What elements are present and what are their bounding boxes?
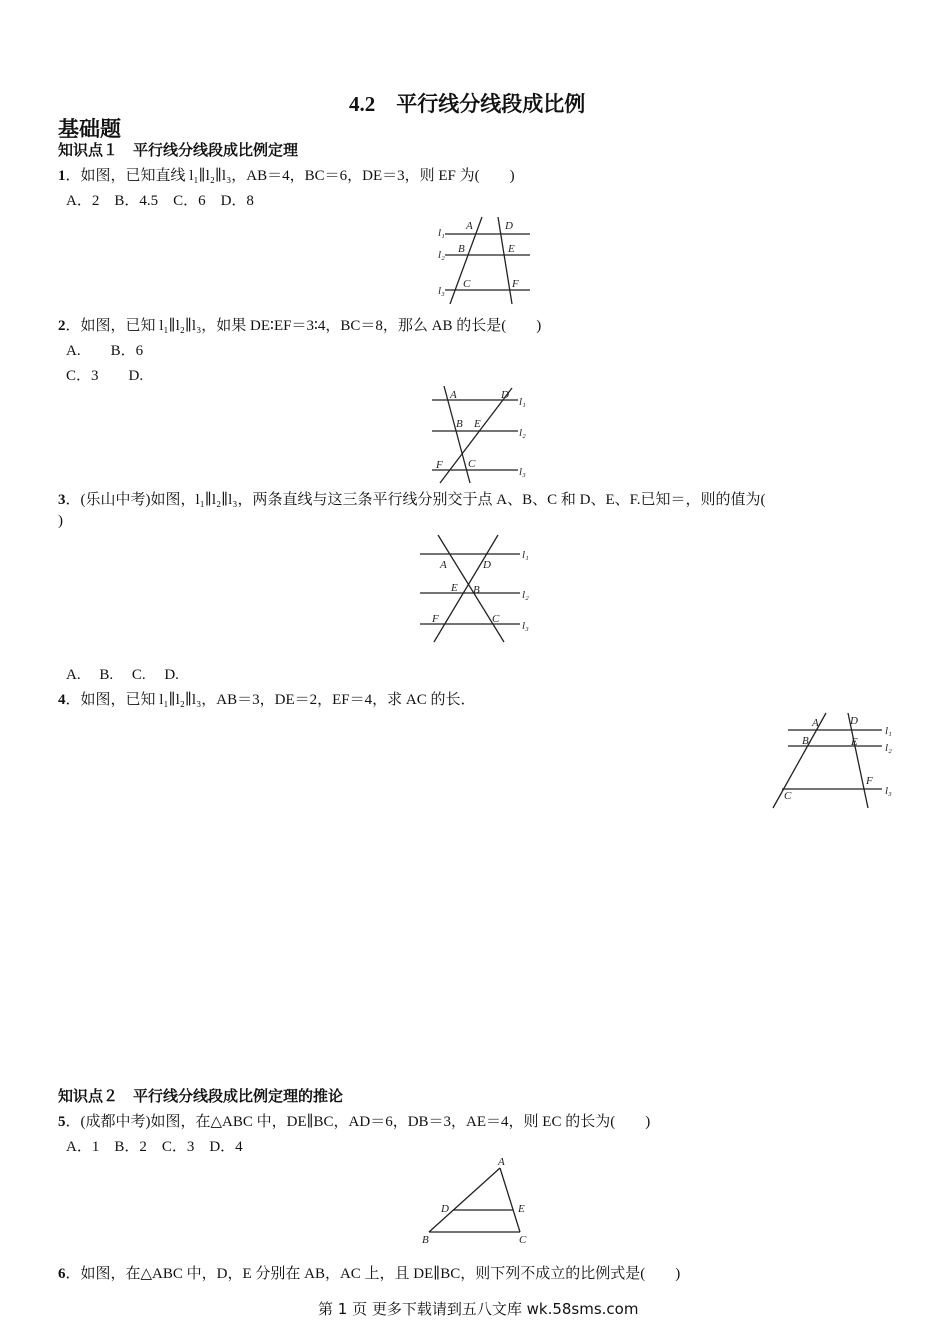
label-c: C [492, 613, 500, 625]
knowledge-point-1: 知识点１ 平行线分线段成比例定理 [58, 141, 299, 159]
question-text: ．如图，在△ABC 中，D，E 分别在 AB，AC 上，且 DE∥BC，则下列不成立的比例式是( ) [65, 1266, 681, 1282]
label-b: B [802, 735, 809, 747]
page-footer: 第 1 页 更多下载请到五八文库 wk.58sms.com [318, 1300, 639, 1318]
knowledge-point-2: 知识点２ 平行线分线段成比例定理的推论 [58, 1087, 344, 1105]
transversal-def [848, 713, 868, 808]
side-ac [500, 1168, 520, 1232]
question-1 [58, 164, 515, 185]
label-c: C [519, 1234, 527, 1246]
side-ab [429, 1168, 500, 1232]
label-c: C [784, 790, 792, 802]
figure-q2 [422, 383, 532, 485]
label-f: F [436, 459, 443, 471]
question-number: 1 [58, 168, 66, 184]
label-f: F [866, 775, 873, 787]
question-2-options-a: A. B．6 [66, 343, 144, 359]
question-number: 2 [58, 318, 66, 334]
question-2-options-b: C．3 D. [66, 368, 144, 384]
label-b: B [422, 1234, 429, 1246]
question-3 [58, 488, 766, 509]
label-f: F [512, 278, 519, 290]
label-a: A [440, 559, 447, 571]
question-3-continued: ) [58, 513, 63, 529]
label-e: E [518, 1203, 525, 1215]
page-title: 4.2 平行线分线段成比例 [349, 92, 586, 116]
label-d: D [505, 220, 513, 232]
label-e: E [474, 418, 481, 430]
figure-q5 [420, 1150, 540, 1246]
label-l3: l₃ [522, 620, 529, 632]
label-e: E [451, 582, 458, 594]
label-l2: l₂ [519, 427, 526, 439]
label-d: D [441, 1203, 449, 1215]
section-heading: 基础题 [58, 117, 121, 141]
label-l3: l₃ [519, 466, 526, 478]
label-a: A [450, 389, 457, 401]
label-c: C [463, 278, 471, 290]
question-text: ．如图，已知 l₁∥l₂∥l₃，AB＝3，DE＝2，EF＝4，求 AC 的长． [65, 692, 476, 708]
label-d: D [501, 389, 509, 401]
question-number: 6 [58, 1266, 66, 1282]
transversal-def [434, 535, 498, 642]
figure-q1 [430, 212, 540, 304]
label-a: A [812, 717, 819, 729]
label-b: B [456, 418, 463, 430]
question-text: ．(乐山中考)如图，l₁∥l₂∥l₃，两条直线与这三条平行线分别交于点 A、B、C 和 D、E、F.已知＝，则的值为( [65, 492, 766, 508]
question-3-options: A. B. C. D. [66, 667, 179, 683]
label-l2: l₂ [438, 249, 445, 261]
label-d: D [850, 715, 858, 727]
label-l2: l₂ [522, 589, 529, 601]
label-a: A [466, 220, 473, 232]
question-text: ．如图，已知 l₁∥l₂∥l₃，如果 DE∶EF＝3∶4，BC＝8，那么 AB 的长是( ) [65, 318, 542, 334]
label-l1: l₁ [522, 549, 529, 561]
question-number: 5 [58, 1114, 66, 1130]
label-e: E [508, 243, 515, 255]
label-c: C [468, 458, 476, 470]
question-text: ．如图，已知直线 l₁∥l₂∥l₃，AB＝4，BC＝6，DE＝3，则 EF 为( ) [65, 168, 515, 184]
question-2 [58, 314, 541, 335]
label-a: A [498, 1156, 505, 1168]
label-e: E [851, 736, 858, 748]
question-text: ．(成都中考)如图，在△ABC 中，DE∥BC，AD＝6，DB＝3，AE＝4，则 EC 的长为( ) [65, 1114, 651, 1130]
label-l3: l₃ [438, 285, 445, 297]
question-5-options: A．1 B．2 C．3 D．4 [66, 1139, 243, 1155]
question-number: 4 [58, 692, 66, 708]
label-b: B [458, 243, 465, 255]
label-l1: l₁ [519, 396, 526, 408]
label-l1: l₁ [438, 227, 445, 239]
label-l3: l₃ [885, 785, 892, 797]
label-l2: l₂ [885, 742, 892, 754]
label-d: D [483, 559, 491, 571]
figure-q4 [770, 710, 900, 810]
label-b: B [473, 584, 480, 596]
question-5 [58, 1110, 650, 1131]
question-4 [58, 688, 475, 709]
label-l1: l₁ [885, 725, 892, 737]
question-number: 3 [58, 492, 66, 508]
transversal-abc [438, 535, 504, 642]
label-f: F [432, 613, 439, 625]
question-1-options: A．2 B．4.5 C．6 D．8 [66, 193, 254, 209]
question-6 [58, 1262, 680, 1283]
figure-q3 [414, 530, 538, 648]
transversal-def [440, 388, 512, 483]
